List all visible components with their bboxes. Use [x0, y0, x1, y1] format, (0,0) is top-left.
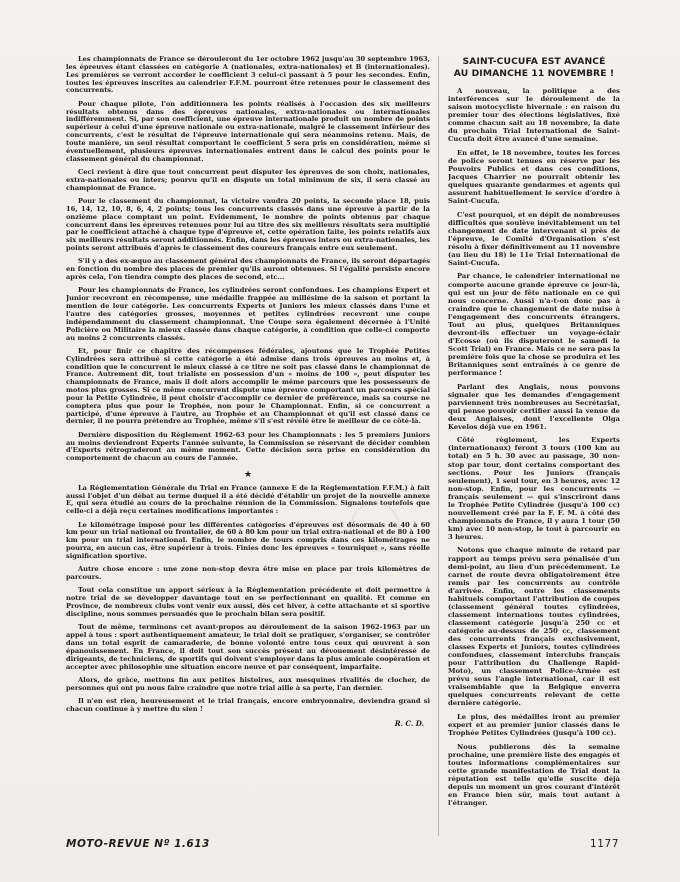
paragraph: En effet, le 18 novembre, toutes les forces de police seront tenues en réserve par les Pouvoirs Publics et dans ces conditions, Jacques Charrier ne pourrait obtenir les quelques quarante gendarmes et agents qui assurent habituellement le service d'ordre à Saint-Cucufa. [448, 148, 620, 206]
paragraph: Et, pour finir ce chapitre des récompenses fédérales, ajoutons que le Trophée Petites Cylindrées sera attribué si cette catégorie a été admise dans trois épreuves au moins et, à condition que le concurrent le mieux classé à ce titre ne soit pas classé dans le championnat de France. Autrement dit, tout trialiste en possession d'un « moins de 100 », peut disputer les championnats de France, mais il doit alors accomplir le même parcours que les possesseurs de motos plus grosses. Si ce même concurrent dispute une épreuve comportant un parcours spécial pour la Petite Cylindrée, il peut choisir d'accomplir ce dernier de préférence, mais sa course ne comptera plus que pour le Trophée, non pour le Championnat. Enfin, si ce concurrent a participé, d'une épreuve à l'autre, au Trophée et au Championnat et qu'il est classé dans ce dernier, il ne pourra prétendre au Trophée, même s'il s'est révélé être le meilleur de ce côté-là. [66, 346, 430, 426]
paragraph: Parlant des Anglais, nous pouvons signaler que les demandes d'engagement parviennent très nombreuses au Secrétariat, qui pense pouvoir certifier aussi la venue de deux Anglaises, dont l'excellente Olga Kevelos déjà vue en 1961. [448, 382, 620, 431]
paragraph: Pour les championnats de France, les cylindrées seront confondues. Les champions Expert et Junior recevront en récompense, une médaille frappée au millésime de la saison et portant la mention de leur catégorie. Les concurrents Experts et Juniors les mieux classés dans l'une et l'autre des catégories grosses, moyennes et petites cylindrées recevront une coupe indépendamment du classement championnat. Une Coupe sera également décernée à l'Unité Policière ou Militaire la mieux classée dans chaque catégorie, à condition que celle-ci comporte au moins 2 concurrents classés. [66, 286, 430, 342]
paragraph: Le plus, des médailles iront au premier expert et au premier junior classés dans le Trophée Petites Cylindrées (jusqu'à 100 cc). [448, 712, 620, 738]
paragraph: Ceci revient à dire que tout concurrent peut disputer les épreuves de son choix, nationales, extra-nationales ou inters; pourvu qu'il en dispute un total minimum de six, il sera classé au championnat de France. [66, 167, 430, 192]
paragraph: Les championnats de France se dérouleront du 1er octobre 1962 jusqu'au 30 septembre 1963, les épreuves étant classées en catégorie A (nationales, extra-nationales) et B (internationales). Les premières se verront accorder le coefficient 3 celui-ci passant à 5 pour les secondes. Enfin, toutes les épreuves inscrites au calendrier F.F.M. pourront être retenues pour le classement des concurrents. [66, 56, 430, 95]
paragraph: Nous publierons dès la semaine prochaine, une première liste des engagés et toutes informations complémentaires sur cette grande manifestation de Trial dont la réputation est telle qu'elle suscite déjà depuis un moment un gros courant d'intérêt en France bien sûr, mais tout autant à l'étranger. [448, 742, 620, 807]
paragraph: La Réglementation Générale du Trial en France (annexe E de la Réglementation F.F.M.) à fait aussi l'objet d'un débat au terme duquel il a été décidé d'établir un projet de la nouvelle annexe E, qui sera étudié au cours de la prochaine réunion de la Commission. Signalons toutefois que celle-ci a déjà reçu certaines modifications importantes : [66, 483, 430, 516]
headline-line-2: AU DIMANCHE 11 NOVEMBRE ! [453, 67, 615, 79]
paragraph: Autre chose encore : une zone non-stop devra être mise en place par trois kilomètres de parcours. [66, 565, 430, 582]
paragraph: Le kilométrage imposé pour les différentes catégories d'épreuves est désormais de 40 à 60 km pour un trial national ou frontalier, de 60 à 80 km pour un trial extra-national et de 80 à 100 km pour un trial international. Enfin, le nombre de tours compris dans ces kilométrages ne pourra, en aucun cas, être supérieur à trois. Finies donc les épreuves « tourniquet », sans réelle signification sportive. [66, 520, 430, 560]
page-number: 1177 [590, 838, 620, 850]
paragraph: Pour le classement du championnat, la victoire vaudra 20 points, la seconde place 18, puis 16, 14, 12, 10, 8, 6, 4, 2 points; tous les concurrents classés dans une épreuve à partir de la onzième place comptant un point. Evidemment, le nombre de points obtenus par chaque concurrent dans les épreuves retenues pour lui au titre des six meilleurs résultats sera multiplié par le coefficient attaché à chaque type d'épreuve et, cette opération faite, les points relatifs aux six meilleurs résultats seront additionnés. Enfin, dans les épreuves inters ou extra-nationales, les points seront attribués d'après le classement des coureurs français entre eux seulement. [66, 197, 430, 253]
paragraph: Tout cela constitue un apport sérieux à la Réglementation précédente et doit permettre à notre trial de se développer davantage tout en se perfectionnant en qualité. Et comme en Province, de nombreux clubs vont venir eux aussi, dès cet hiver, à cette attachante et si sportive discipline, nous sommes persuadés que le prochain bilan sera positif. [66, 586, 430, 618]
paragraph: Dernière disposition du Règlement 1962-63 pour les Championnats : les 5 premiers Juniors au moins deviendront Experts l'année suivante, la Commission se réservant de décider combien d'Experts rétrograderont au même moment. Cette décision sera prise en considération du comportement de chacun au cours de l'année. [66, 430, 430, 463]
paragraph: S'il y a des ex-æquo au classement général des championnats de France, ils seront départagés en fonction du nombre des places de premier qu'ils auront obtenues. Si l'égalité persiste encore après cela, l'on tiendra compte des places de second, etc... [66, 257, 430, 282]
headline-line-1: SAINT-CUCUFA EST AVANCÉ [462, 56, 606, 67]
paragraph: Il n'en est rien, heureusement et le trial français, encore embryonnaire, deviendra grand si chacun continue à y mettre du sien ! [66, 697, 430, 713]
left-column [66, 56, 430, 836]
section-separator-star: ★ [243, 469, 253, 480]
magazine-footer-title: MOTO-REVUE Nº 1.613 [66, 838, 210, 850]
paragraph: C'est pourquoi, et en dépit de nombreuses difficultés que soulève inévitablement un tel changement de date intervenant si près de l'épreuve, le Comité d'Organisation s'est résolu à fixer définitivement au 11 novembre (au lieu du 18) le 11e Trial International de Saint-Cucufa. [448, 210, 620, 267]
paragraph: Côté règlement, les Experts (internationaux) feront 3 tours (100 km au total) en 5 h. 30 avec au passage, 30 non-stop par tour, dont certains comportant des sections. Pour les Juniors (français seulement), 1 seul tour, en 3 heures, avec 12 non-stop. Enfin, pour les concurrents — français seulement — qui s'inscriront dans le Trophée Petite Cylindrée (jusqu'à 100 cc) nouvellement créé par la F. F. M. à côté des championnats de France, il y aura 1 tour (50 km) avec 10 non-stop, le tout à parcourir en 3 heures. [448, 436, 620, 541]
paragraph: Alors, de grâce, mettons fin aux petites histoires, aux mesquines rivalités de clocher, de personnes qui ont pu nous faire craindre que notre trial aille à sa perte, l'an dernier. [66, 675, 430, 692]
column-divider [438, 56, 439, 836]
paragraph: Tout de même, terminons cet avant-propos au déroulement de la saison 1962-1963 par un appel à tous : sport authentiquement amateur, le trial doit se pratiquer, s'organiser, se contrôler dans un total esprit de camaraderie, de bonne volonté entre tous ceux qui œuvrent à son épanouissement. En France, il doit tout son succès présent au dévouement désintéressé de dirigeants, de techniciens, de sportifs qui doivent s'employer dans la plus amicale coopération et accepter avec philosophie une situation encore neuve et par conséquent, imparfaite. [66, 623, 430, 671]
library-stamp-watermark [350, 502, 400, 552]
paragraph: Par chance, le calendrier international ne comporte aucune grande épreuve ce jour-là, qui est un jour de fête nationale en ce qui nous concerne. Aussi n'a-t-on donc pas à craindre que le changement de date nuise à l'engagement des concurrents étrangers. Tout au plus, quelques Britanniques devront-ils effectuer un voyage-éclair d'Ecosse (où ils disputeront le samedi le Scott Trial) en France. Mais ce ne sera pas la première fois que la chose se produira et les Britanniques sont entraînés à ce genre de performance ! [448, 272, 620, 378]
paragraph: Notons que chaque minute de retard par rapport au temps prévu sera pénalisée d'un demi-point, au lieu d'un précédemment. Le carnet de route devra obligatoirement être remis par les concurrents au contrôle d'arrivée. Enfin, outre les classements habituels comportant l'attribution de coupes (classement général toutes cylindrées, classement internations toutes cylindrées, classement catégorie jusqu'à 250 cc et catégorie au-dessus de 250 cc, classement des concurrents français exclusivement, classes Experts et Juniors, toutes cylindrées confondues, classement interclubs français pour l'attribution du Challenge Rapid-Moto), un classement Police-Armée est prévu sous l'angle international, car il est vraisemblable que la Belgique enverra quelques concurrents relevant de cette dernière catégorie. [448, 546, 620, 708]
paragraph: Pour chaque pilote, l'on additionnera les points réalisés à l'occasion des six meilleurs résultats obtenus dans des épreuves nationales, extra-nationales ou internationales indifféremment. Si, par son coefficient, une épreuve internationale produit un nombre de points supérieur à celui d'une épreuve nationale ou extra-nationale, malgré le classement inférieur des concurrents, c'est le résultat de l'épreuve internationale qui sera néanmoins retenu. Mais, de toute manière, un seul résultat comportant le coefficient 5 sera pris en considération, même si éventuellement, plusieurs épreuves internationales entrent dans le calcul des points pour le classement général du championnat. [66, 99, 430, 163]
paragraph: A nouveau, la politique a des interférences sur le déroulement de la saison motocycliste hivernale : en raison du premier tour des élections législatives, fixé comme chacun sait au 18 novembre, la date du prochain Trial International de Saint-Cucufa doit être avancé d'une semaine. [448, 87, 620, 144]
article-headline [448, 56, 620, 79]
right-column [448, 56, 620, 836]
author-signature: R. C. D. [394, 719, 424, 729]
